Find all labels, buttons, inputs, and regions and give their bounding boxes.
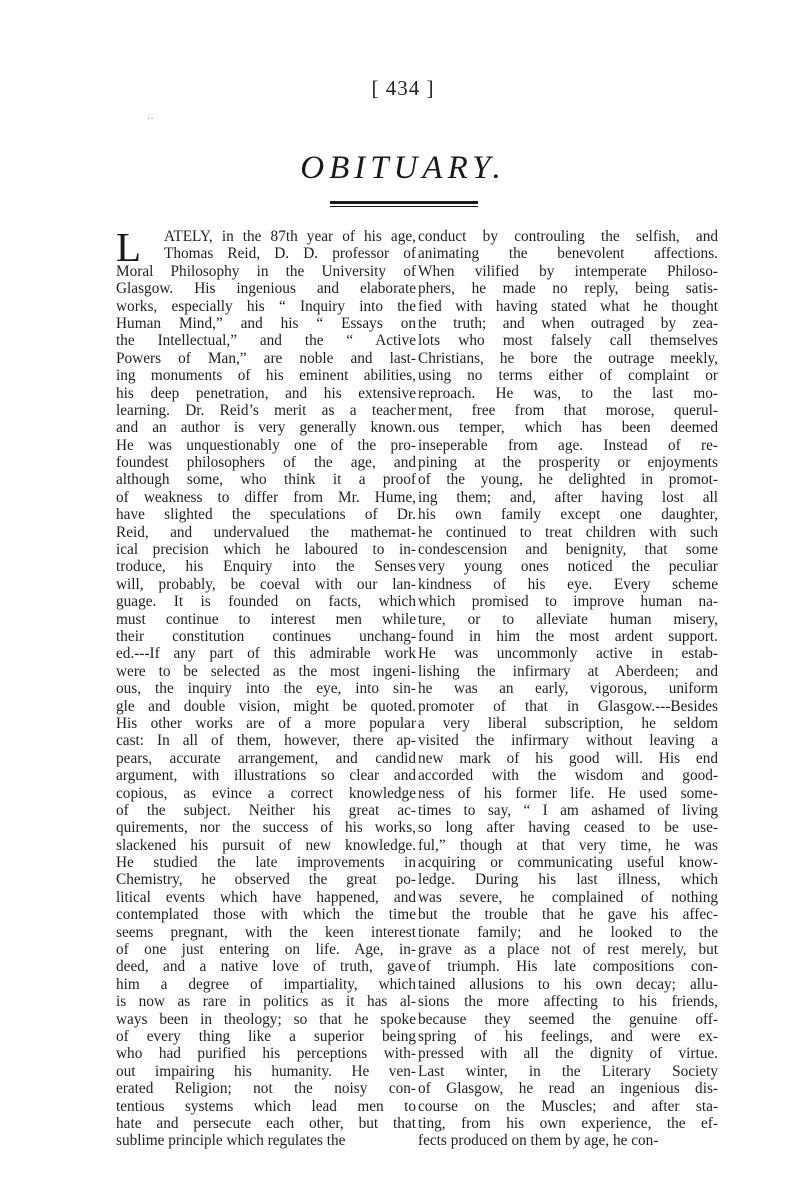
- text-line: and an author is very generally known.: [116, 419, 416, 437]
- text-line: will, probably, be coeval with our lan-: [116, 575, 416, 593]
- text-line: ATELY, in the 87th year of his age,: [164, 228, 416, 245]
- page-number: [ 434 ]: [371, 76, 435, 100]
- text-line: hate and persecute each other, but that: [116, 1114, 416, 1132]
- left-column: [116, 224, 416, 1150]
- text-line: gle and double vision, might be quoted.: [116, 697, 416, 715]
- text-line: Christians, he bore the outrage meekly,: [418, 349, 718, 367]
- text-line: His other works are of a more popular: [116, 714, 416, 732]
- text-line: ed.---If any part of this admirable work: [116, 645, 416, 663]
- text-line: him a degree of impartiality, which: [116, 975, 416, 993]
- text-line: contemplated those with which the time: [116, 906, 416, 924]
- text-line: very young ones noticed the peculiar: [418, 558, 718, 576]
- text-line: ture, or to alleviate human misery,: [418, 610, 718, 628]
- text-line: sublime principle which regulates the: [116, 1132, 346, 1150]
- text-line: ment, free from that morose, querul-: [418, 401, 718, 419]
- text-line: lishing the infirmary at Aberdeen; and: [418, 662, 718, 680]
- text-line: Last winter, in the Literary Society: [418, 1062, 718, 1080]
- text-line: was severe, he complained of nothing: [418, 888, 718, 906]
- text-line: so long after having ceased to be use-: [418, 819, 718, 837]
- text-line: reproach. He was, to the last mo-: [418, 384, 718, 402]
- text-line: the truth; and when outraged by zea-: [418, 314, 718, 332]
- text-line: out impairing his humanity. He ven-: [116, 1062, 416, 1080]
- text-line: of every thing like a superior being: [116, 1027, 416, 1045]
- text-line: who had purified his perceptions with-: [116, 1045, 416, 1063]
- text-line: condescension and benignity, that some: [418, 541, 718, 559]
- text-line: is now as rare in politics as it has al-: [116, 993, 416, 1011]
- text-line: ing them; and, after having lost all: [418, 488, 718, 506]
- text-line: pining at the prosperity or enjoyments: [418, 454, 718, 472]
- text-line: seems pregnant, with the keen interest: [116, 923, 416, 941]
- text-line: guage. It is founded on facts, which: [116, 593, 416, 611]
- text-line: their constitution continues unchang-: [116, 627, 416, 645]
- text-line: but the trouble that he gave his affec-: [418, 906, 718, 924]
- text-line: of one just entering on life. Age, in-: [116, 941, 416, 959]
- drop-cap: L: [116, 224, 142, 270]
- text-line: pears, accurate arrangement, and candid: [116, 749, 416, 767]
- text-line: Moral Philosophy in the University of: [116, 262, 416, 280]
- text-line: kindness of his eye. Every scheme: [418, 575, 718, 593]
- text-line: ting, from his own experience, the ef-: [418, 1114, 718, 1132]
- text-line: pressed with all the dignity of virtue.: [418, 1045, 718, 1063]
- text-line: his deep penetration, and his extensive: [116, 384, 416, 402]
- text-line: of Glasgow, he read an ingenious dis-: [418, 1080, 718, 1098]
- text-line: fied with having stated what he thought: [418, 297, 718, 315]
- text-line: tentious systems which lead men to: [116, 1097, 416, 1115]
- text-line: foundest philosophers of the age, and: [116, 454, 416, 472]
- text-line: He was uncommonly active in estab-: [418, 645, 718, 663]
- text-line: cast: In all of them, however, there ap-: [116, 732, 416, 750]
- text-line: his own family except one daughter,: [418, 506, 718, 524]
- text-line: new mark of his good will. His end: [418, 749, 718, 767]
- text-line: Glasgow. His ingenious and elaborate: [116, 280, 416, 298]
- text-line: found in him the most ardent support.: [418, 627, 718, 645]
- text-line: He studied the late improvements in: [116, 854, 416, 872]
- text-line: Thomas Reid, D. D. professor of: [164, 245, 416, 263]
- text-line: slackened his pursuit of new knowledge.: [116, 836, 416, 854]
- text-line: litical events which have happened, and: [116, 888, 416, 906]
- text-line: because they seemed the genuine off-: [418, 1010, 718, 1028]
- text-line: lots who most falsely call themselves: [418, 332, 718, 350]
- text-line: phers, he made no reply, being satis-: [418, 280, 718, 298]
- text-line: troduce, his Enquiry into the Senses: [116, 558, 416, 576]
- text-line: times to say, “ I am ashamed of living: [418, 801, 718, 819]
- text-line: of weakness to differ from Mr. Hume,: [116, 488, 416, 506]
- text-line: have slighted the speculations of Dr.: [116, 506, 416, 524]
- text-line: argument, with illustrations so clear and: [116, 767, 416, 785]
- text-line: grave as a place not of rest merely, but: [418, 941, 718, 959]
- text-line: ful,” though at that very time, he was: [418, 836, 718, 854]
- text-line: He was unquestionably one of the pro-: [116, 436, 416, 454]
- text-line: visited the infirmary without leaving a: [418, 732, 718, 750]
- text-line: ing monuments of his eminent abilities,: [116, 367, 416, 385]
- margin-mark: ··: [147, 114, 154, 125]
- text-line: course on the Muscles; and after sta-: [418, 1097, 718, 1115]
- text-line: sions the more affecting to his friends,: [418, 993, 718, 1011]
- text-line: which promised to improve human na-: [418, 593, 718, 611]
- text-line: promoter of that in Glasgow.---Besides: [418, 697, 718, 715]
- text-line: deed, and a native love of truth, gave: [116, 958, 416, 976]
- text-line: of the young, he delighted in promot-: [418, 471, 718, 489]
- text-line: must continue to interest men while: [116, 610, 416, 628]
- text-line: he was an early, vigorous, uniform: [418, 680, 718, 698]
- heading-rule: [330, 201, 478, 207]
- text-line: of the subject. Neither his great ac-: [116, 801, 416, 819]
- text-line: were to be selected as the most ingeni-: [116, 662, 416, 680]
- text-line: quirements, nor the success of his works,: [116, 819, 416, 837]
- text-line: tained allusions to his own decay; allu-: [418, 975, 718, 993]
- text-line: accorded with the wisdom and good-: [418, 767, 718, 785]
- text-line: works, especially his “ Inquiry into the: [116, 297, 416, 315]
- text-line: he continued to treat children with such: [418, 523, 718, 541]
- text-line: acquiring or communicating useful know-: [418, 854, 718, 872]
- text-line: ways been in theology; so that he spoke: [116, 1010, 416, 1028]
- text-line: ous, the inquiry into the eye, into sin-: [116, 680, 416, 698]
- text-line: using no terms either of complaint or: [418, 367, 718, 385]
- text-line: Powers of Man,” are noble and last-: [116, 349, 416, 367]
- text-line: Human Mind,” and his “ Essays on: [116, 314, 416, 332]
- text-line: although some, who think it a proof: [116, 471, 416, 489]
- text-line: When vilified by intemperate Philoso-: [418, 262, 718, 280]
- text-line: ness of his former life. He used some-: [418, 784, 718, 802]
- text-line: ous temper, which has been deemed: [418, 419, 718, 437]
- text-line: spring of his feelings, and were ex-: [418, 1027, 718, 1045]
- text-line: Reid, and undervalued the mathemat-: [116, 523, 416, 541]
- text-line: erated Religion; not the noisy con-: [116, 1080, 416, 1098]
- text-line: conduct by controuling the selfish, and: [418, 228, 718, 245]
- text-line: the Intellectual,” and the “ Active: [116, 332, 416, 350]
- text-line: learning. Dr. Reid’s merit as a teacher: [116, 401, 416, 419]
- text-line: inseperable from age. Instead of re-: [418, 436, 718, 454]
- text-line: tionate family; and he looked to the: [418, 923, 718, 941]
- text-line: fects produced on them by age, he con-: [418, 1132, 659, 1150]
- text-line: copious, as evince a correct knowledge: [116, 784, 416, 802]
- text-line: ical precision which he laboured to in-: [116, 541, 416, 559]
- text-line: animating the benevolent affections.: [418, 245, 718, 263]
- text-line: a very liberal subscription, he seldom: [418, 714, 718, 732]
- right-column: [418, 228, 718, 1150]
- text-line: of triumph. His late compositions con-: [418, 958, 718, 976]
- text-line: Chemistry, he observed the great po-: [116, 871, 416, 889]
- obituary-heading: OBITUARY.: [300, 150, 506, 186]
- text-line: ledge. During his last illness, which: [418, 871, 718, 889]
